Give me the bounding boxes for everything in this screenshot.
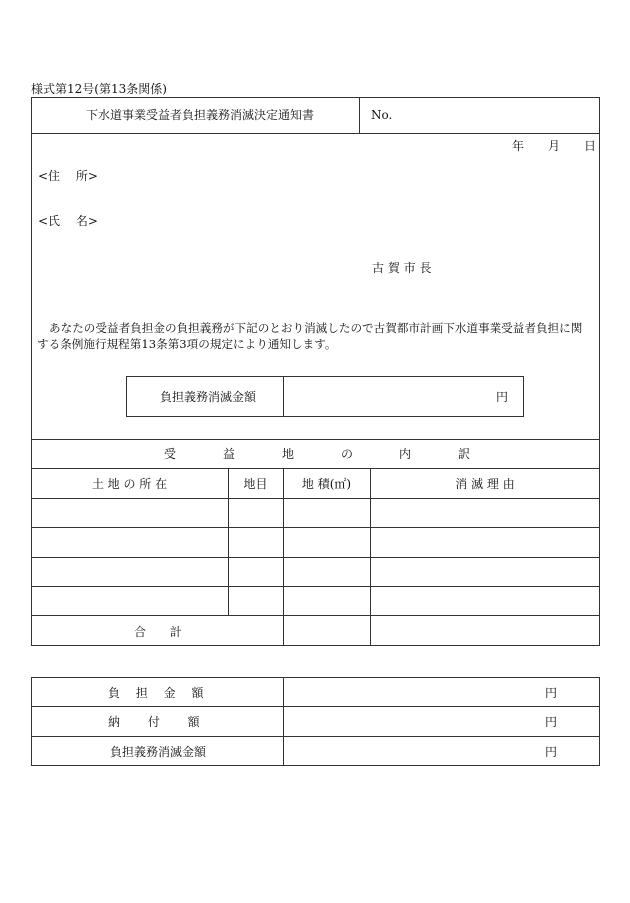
land-col-divider-1 — [228, 468, 229, 615]
land-caption-char-5: 内 — [399, 447, 412, 461]
table-row-2-location[interactable] — [33, 529, 226, 555]
header-category: 地目 — [243, 477, 268, 491]
summary-col-divider — [283, 677, 284, 766]
land-col-divider-2 — [283, 468, 284, 646]
table-row-line — [31, 557, 600, 558]
summary-row-line — [31, 736, 600, 737]
issuer-name: 古 賀 市 長 — [372, 261, 432, 275]
summary-unit-paid: 円 — [545, 715, 558, 729]
land-caption-char-4: の — [341, 447, 354, 461]
header-location: 土 地 の 所 在 — [91, 477, 168, 491]
summary-label-burden: 負 担 金 額 — [108, 686, 204, 700]
name-label: <氏 名> — [38, 214, 98, 228]
form-label: 様式第12号(第13条関係) — [31, 82, 167, 96]
date-month: 月 — [548, 139, 561, 153]
land-caption-char-3: 地 — [282, 447, 295, 461]
document-number-label: No. — [371, 108, 393, 122]
table-row-line — [31, 527, 600, 528]
land-caption-char-1: 受 — [164, 447, 177, 461]
table-row-1-location[interactable] — [33, 500, 226, 526]
land-caption-char-6: 訳 — [458, 447, 471, 461]
land-table-top-line — [31, 439, 600, 440]
land-col-divider-3 — [370, 468, 371, 646]
exemption-amount-unit: 円 — [496, 390, 509, 404]
title-number-divider — [359, 97, 360, 133]
date-day: 日 — [584, 139, 597, 153]
table-row-3-location[interactable] — [33, 559, 226, 585]
summary-unit-burden: 円 — [545, 686, 558, 700]
summary-label-exempt: 負担義務消滅金額 — [110, 745, 207, 759]
date-year: 年 — [512, 139, 525, 153]
header-area: 地 積(㎡) — [301, 477, 352, 491]
body-text-line1: あなたの受益者負担金の負担義務が下記のとおり消滅したので古賀都市計画下水道事業受益者負担に関 — [49, 321, 583, 335]
title-row-divider — [31, 133, 600, 134]
header-reason: 消 滅 理 由 — [455, 477, 515, 491]
exemption-amount-label: 負担義務消滅金額 — [160, 390, 257, 404]
summary-unit-exempt: 円 — [545, 745, 558, 759]
land-table-header-line — [31, 498, 600, 499]
summary-label-paid: 納 付 額 — [108, 715, 200, 729]
body-text-line2: する条例施行規程第13条第3項の規定により通知します。 — [37, 337, 337, 351]
exemption-amount-divider — [283, 376, 284, 417]
total-label: 合 計 — [134, 625, 182, 639]
table-row-line — [31, 586, 600, 587]
land-table-caption-line — [31, 468, 600, 469]
table-row-4-location[interactable] — [33, 588, 226, 614]
summary-row-line — [31, 706, 600, 707]
document-title: 下水道事業受益者負担義務消滅決定通知書 — [86, 108, 315, 122]
address-label: <住 所> — [38, 169, 98, 183]
land-caption-char-2: 益 — [223, 447, 236, 461]
table-row-line — [31, 615, 600, 616]
